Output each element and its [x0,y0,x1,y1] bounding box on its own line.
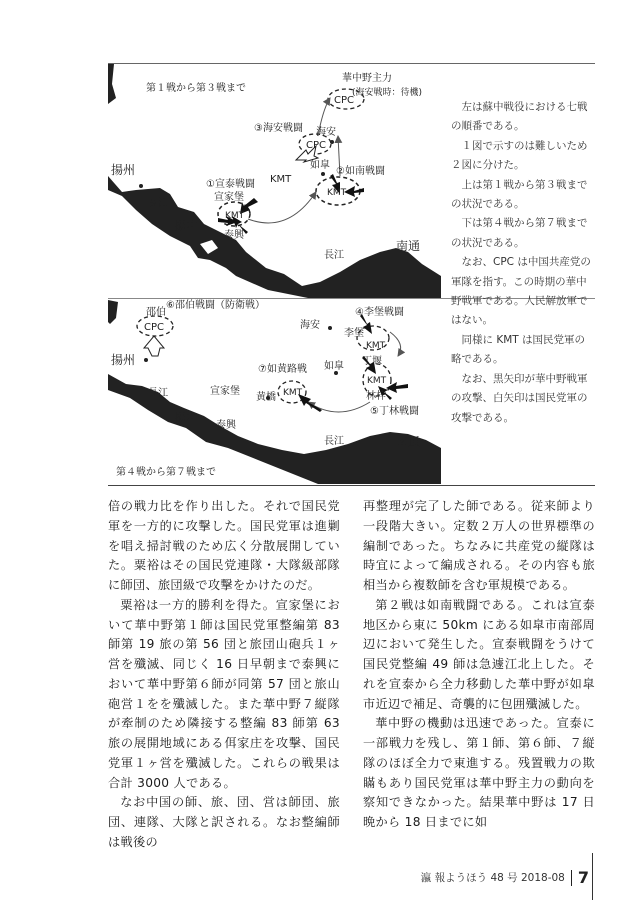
city-label-yangzhou: 揚州 [111,163,136,177]
body-column-right [363,497,595,833]
map-title: 第１戦から第３戦まで [146,83,246,94]
city-dot [139,184,143,188]
cpc-label: CPC [306,140,326,151]
caption-line: なお、黒矢印が華中野戦軍の攻撃、白矢印は国民党軍の攻撃である。 [451,372,588,424]
city-label-nantong: 南通 [396,435,421,449]
river-label: 長江 [324,436,344,447]
city-dot [402,258,406,262]
battle-label-5: ⑤丁林戦闘 [370,406,419,417]
move-arrow-dinglin-huangqiao [308,402,370,412]
city-label-rugao: 如皐 [324,361,344,372]
body-paragraph: 倍の戦力比を作り出した。それで国民党軍を一方的に攻撃した。国民党軍は進剿を唱え掃討戦のため広く分散展開していた。粟裕はその国民党連隊・大隊級部隊に師団、旅団級で攻撃をかけたのだ。 [108,499,340,592]
city-label-haian: 海安 [300,320,320,331]
caption-line: 下は第４戦から第７戦までの状況である。 [451,217,588,249]
caption-line: なお、CPC は中国共産党の軍隊を指す。この時期の華中野戦軍である。人民解放軍ではない。 [451,256,591,327]
cpc-label: CPC [334,95,354,106]
river-label: 長江 [148,198,168,209]
map-title: 第４戦から第７戦まで [116,467,216,478]
city-label-shaobo: 邵伯 [146,307,166,318]
cpc-attack-arrow [386,382,408,393]
kmt-label: KMT [225,211,245,221]
yangtze-river [108,176,441,298]
cpc-label: CPC [144,322,164,333]
city-label-haian: 海安 [316,127,336,138]
city-label-taixing: 泰興 [224,230,244,241]
kmt-label: KMT [327,188,347,198]
body-paragraph: 華中野の機動は迅速であった。宣泰に一部戦力を残し、第１師、第６師、７縦隊のほぼ全力で東進する。残置戦力の欺瞞もあり国民党軍は華中野主力の動向を察知できなかった。結果華中野は 17 日晩から 18 日までに如 [363,716,595,829]
body-paragraph: 第２戦は如南戦闘である。これは宣泰地区から東に 50km にある如皐市南部周辺において発生した。宣泰戦闘をうけて国民党整編 49 師は急遽江北上した。それを宣泰から全力移動した華中野が如皐市近辺で補足、奇襲的に包囲殲滅した。 [363,597,595,711]
city-label-nantong: 南通 [396,239,421,253]
battle-label-2: ②如南戦闘 [336,166,385,177]
battle-label-6: ⑥邵伯戦闘（防衛戦） [166,300,265,311]
city-label-yangzhong: 揚中 [174,219,199,233]
city-label-xuanjiapu: 宣家堡 [210,386,240,397]
caption-line: 上は第１戦から第３戦までの状況である。 [451,178,588,211]
body-paragraph: 再整理が完了した師である。従来師より一段階大きい。定数２万人の世界標準の編制であった。ちなみに共産党の縦隊は時宜によって編成される。その内容も旅相当から複数師を含む軍規模である。 [363,499,595,592]
river-label: 長江 [324,250,344,261]
battle-label-1: ①宣泰戦闘 [206,179,255,190]
city-label-huangqiao: 黄橋 [256,392,276,403]
cpc-main-note: (海安戦時：待機) [352,88,423,98]
footer-rule [592,853,593,900]
coast-top-left [108,300,118,324]
city-dot [328,326,332,330]
body-paragraph: 粟裕は一方的勝利を得た。宣家堡において華中野第１師は国民党軍整編第 83 師第 19 旅の第 56 団と旅団山砲兵１ヶ営を殲滅、同じく 16 日早朝まで泰興において華中野第６師が同第 57 団と旅山砲営１をを殲滅した。また華中野７縦隊が牽制のため隣接する整編 83 師第 63 旅の展開地域にある佴家庄を攻撃、国民党軍１ヶ営を殲滅した。これらの戦果は合計 3000 人である。 [108,597,340,790]
city-label-linzi: 林梓 [366,391,386,402]
battle-label-7: ⑦如黄路戦 [258,364,307,375]
city-dot [330,140,334,144]
battle-label-4: ④李堡戦闘 [355,307,404,318]
body-paragraph: なお中国の師、旅、団、営は師団、旅団、連隊、大隊と訳される。なお整編師は戦後の [108,795,340,849]
battle-label-3: ③海安戦闘 [254,123,303,134]
city-dot [144,358,148,362]
coast-top-left [108,64,116,104]
city-label-libao: 李堡 [344,328,364,339]
city-label-yangzhong: 揚中 [174,411,199,425]
kmt-label: KMT [366,341,386,351]
kmt-label: KMT [283,388,303,398]
cpc-attack-arrow [344,186,364,197]
caption-line: 同様に KMT は国民党軍の略である。 [451,333,586,366]
caption-line: １図で示すのは難しいため２図に分けた。 [451,139,588,172]
city-label-xuanjiapu: 宣家堡 [214,192,244,203]
river-label: 長江 [148,388,168,399]
kmt-label: KMT [367,376,387,386]
page-number: 7 [577,868,589,887]
kmt-attack-arrow-white [144,336,164,356]
city-label-rugao: 如皐 [310,160,330,171]
map-1-svg [108,64,441,298]
publication-info: 瀛 報ようほう 48 号 2018-08 [420,872,565,884]
move-arrow-libao-dinglin [390,332,401,356]
kmt-label: KMT [270,174,292,185]
map-battles-4-7 [108,298,441,484]
city-label-yangzhou: 揚州 [111,353,136,367]
cpc-main-label: 華中野主力 [342,73,392,84]
map-2-svg [108,298,441,484]
caption-line: 左は蘇中戦役における七戦の順番である。 [451,101,588,133]
body-column-left [108,497,340,853]
map-caption [451,98,595,428]
city-dot [321,172,325,176]
footer-divider [571,870,572,886]
move-arrow-xuantai-runan [248,192,316,223]
city-label-taixing: 泰興 [216,420,236,431]
city-label-dingyan: 丁堰 [362,356,382,367]
page-footer [421,868,589,887]
section-rule [108,485,595,486]
map-battles-1-3 [108,64,441,298]
city-dot [402,452,406,456]
